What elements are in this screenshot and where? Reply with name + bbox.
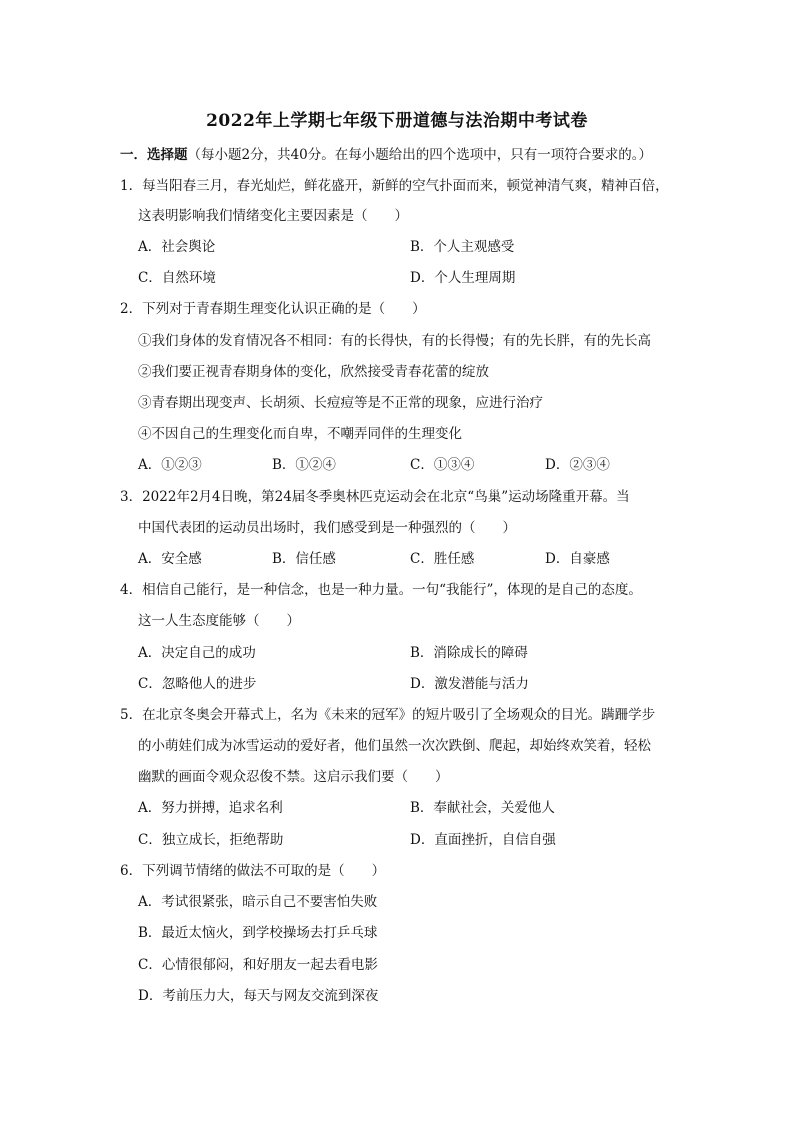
- question-3-line-1: 3．2022年2月4日晚，第24届冬季奥林匹克运动会在北京“鸟巢”运动场隆重开幕。当: [120, 489, 630, 505]
- question-1-line-2: 这表明影响我们情绪变化主要因素是（ ）: [138, 208, 408, 224]
- page-title: 2022年上学期七年级下册道德与法治期中考试卷: [206, 111, 588, 131]
- question-6-option-b: B．最近太恼火，到学校操场去打乒乓球: [138, 925, 378, 941]
- section-note: （每小题2分，共40分。在每小题给出的四个选项中，只有一项符合要求的。）: [187, 147, 653, 163]
- question-1-line-1: 1．每当阳春三月，春光灿烂，鲜花盛开，新鲜的空气扑面而来，顿觉神清气爽，精神百倍，: [120, 178, 669, 194]
- question-2-line-1: 2．下列对于青春期生理变化认识正确的是（ ）: [120, 301, 426, 317]
- question-4-option-b: B．消除成长的障碍: [410, 645, 528, 661]
- question-5-option-a: A．努力拼搏，追求名利: [138, 800, 283, 816]
- question-1-option-a: A．社会舆论: [138, 239, 216, 255]
- question-6-option-d: D．考前压力大，每天与网友交流到深夜: [138, 988, 379, 1004]
- question-5-line-1: 5．在北京冬奥会开幕式上，名为《未来的冠军》的短片吸引了全场观众的目光。蹒跚学步: [120, 707, 656, 723]
- question-5-option-b: B．奉献社会，关爱他人: [410, 800, 555, 816]
- question-3-option-d: D．自豪感: [545, 551, 610, 567]
- question-3-option-b: B．信任感: [272, 551, 336, 567]
- question-2-option-a: A．①②③: [138, 457, 202, 473]
- question-3-option-c: C．胜任感: [410, 551, 475, 567]
- question-4-option-d: D．激发潜能与活力: [410, 676, 529, 692]
- question-2-statement-1: ①我们身体的发育情况各不相同：有的长得快，有的长得慢；有的先长胖，有的先长高: [138, 333, 651, 349]
- question-5-line-2: 的小萌娃们成为冰雪运动的爱好者，他们虽然一次次跌倒、爬起，却始终欢笑着，轻松: [138, 738, 651, 754]
- question-6-option-c: C．心情很郁闷，和好朋友一起去看电影: [138, 957, 378, 973]
- question-1-option-d: D．个人生理周期: [410, 270, 516, 286]
- question-4-line-1: 4．相信自己能行，是一种信念，也是一种力量。一句“我能行”，体现的是自己的态度。: [120, 582, 642, 598]
- question-2-statement-3: ③青春期出现变声、长胡须、长痘痘等是不正常的现象，应进行治疗: [138, 395, 543, 411]
- question-4-line-2: 这一人生态度能够（ ）: [138, 613, 300, 629]
- question-2-statement-4: ④不因自己的生理变化而自卑，不嘲弄同伴的生理变化: [138, 426, 462, 442]
- question-5-line-3: 幽默的画面令观众忍俊不禁。这启示我们要（ ）: [138, 769, 449, 785]
- question-3-line-2: 中国代表团的运动员出场时，我们感受到是一种强烈的（ ）: [138, 520, 516, 536]
- question-2-option-d: D．②③④: [545, 457, 610, 473]
- question-1-option-c: C．自然环境: [138, 270, 216, 286]
- question-5-option-c: C．独立成长，拒绝帮助: [138, 832, 284, 848]
- question-4-option-c: C．忽略他人的进步: [138, 676, 257, 692]
- section-label: 一．选择题: [120, 147, 188, 163]
- question-2-statement-2: ②我们要正视青春期身体的变化，欣然接受青春花蕾的绽放: [138, 364, 489, 380]
- question-3-option-a: A．安全感: [138, 551, 202, 567]
- section-header: [120, 145, 652, 165]
- question-5-option-d: D．直面挫折，自信自强: [410, 832, 556, 848]
- question-1-option-b: B．个人主观感受: [410, 239, 515, 255]
- question-2-option-c: C．①③④: [410, 457, 475, 473]
- question-4-option-a: A．决定自己的成功: [138, 645, 256, 661]
- question-2-option-b: B．①②④: [272, 457, 336, 473]
- question-6-line-1: 6．下列调节情绪的做法不可取的是（ ）: [120, 863, 386, 879]
- question-6-option-a: A．考试很紧张，暗示自己不要害怕失败: [138, 894, 378, 910]
